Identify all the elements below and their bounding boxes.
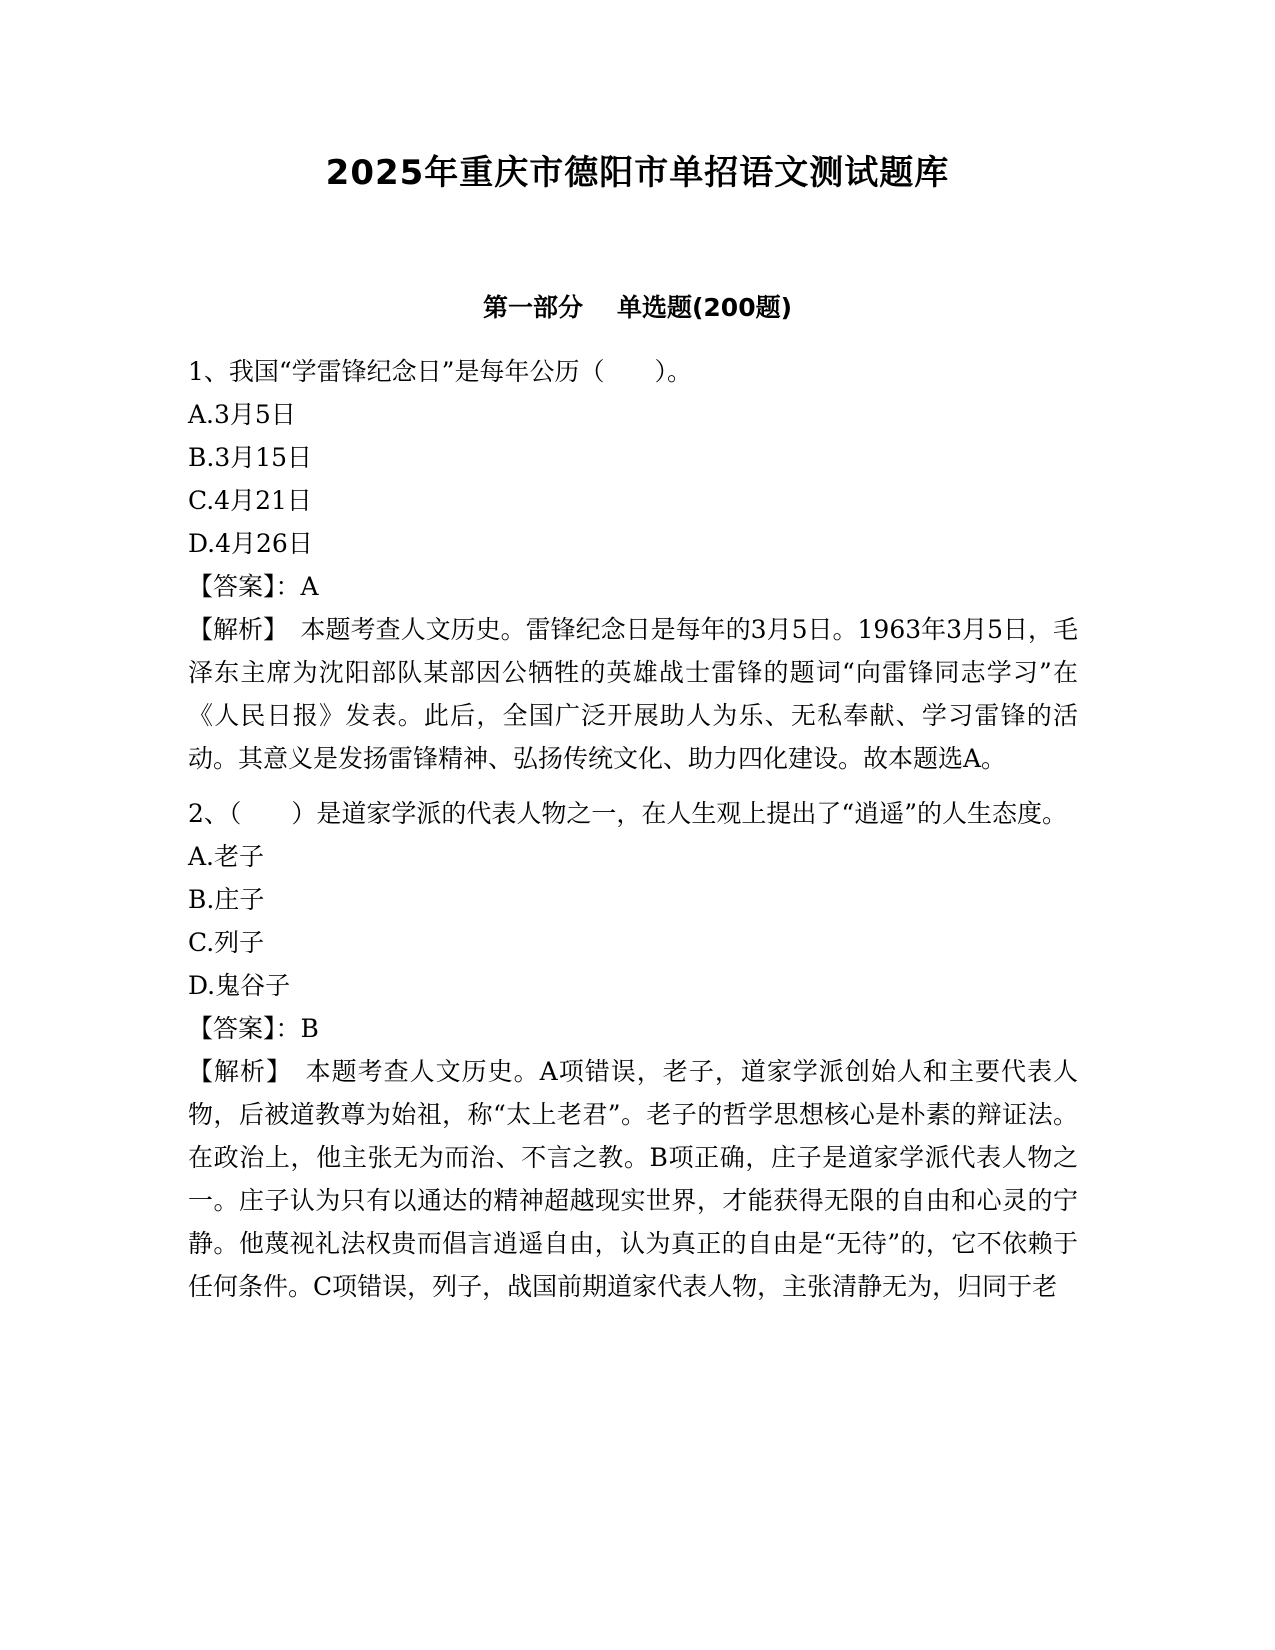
question-item — [188, 350, 1078, 780]
answer-line: 【答案】：A — [188, 572, 319, 601]
option-b: B.庄子 — [188, 885, 265, 914]
question-item — [188, 792, 1078, 1308]
section-part-label: 第一部分 — [482, 293, 583, 322]
section-heading — [0, 290, 1275, 326]
option-a: A.3月5日 — [188, 400, 296, 429]
option-a: A.老子 — [188, 842, 265, 871]
question-separator — [188, 780, 1078, 792]
analysis-text: 【解析】 本题考查人文历史。雷锋纪念日是每年的3月5日。1963年3月5日，毛泽东主席为沈阳部队某部因公牺牲的英雄战士雷锋的题词“向雷锋同志学习”在《人民日报》发表。此后，全国广泛开展助人为乐、无私奉献、学习雷锋的活动。其意义是发扬雷锋精神、弘扬传统文化、助力四化建设。故本题选A。 — [188, 615, 1078, 773]
option-c: C.列子 — [188, 928, 265, 957]
analysis-text: 【解析】 本题考查人文历史。A项错误，老子，道家学派创始人和主要代表人物，后被道教尊为始祖，称“太上老君”。老子的哲学思想核心是朴素的辩证法。在政治上，他主张无为而治、不言之教。B项正确，庄子是道家学派代表人物之一。庄子认为只有以通达的精神超越现实世界，才能获得无限的自由和心灵的宁静。他蔑视礼法权贵而倡言逍遥自由，认为真正的自由是“无待”的，它不依赖于任何条件。C项错误，列子，战国前期道家代表人物，主张清静无为，归同于老 — [188, 1057, 1078, 1301]
question-stem: 2、（ ）是道家学派的代表人物之一，在人生观上提出了“逍遥”的人生态度。 — [188, 799, 1067, 828]
question-list — [188, 350, 1078, 1308]
question-stem: 1、我国“学雷锋纪念日”是每年公历（ ）。 — [188, 357, 692, 386]
option-d: D.4月26日 — [188, 529, 313, 558]
section-name-label: 单选题(200题) — [616, 293, 793, 322]
document-title: 2025年重庆市德阳市单招语文测试题库 — [325, 153, 950, 193]
option-d: D.鬼谷子 — [188, 971, 291, 1000]
answer-line: 【答案】：B — [188, 1014, 319, 1043]
option-c: C.4月21日 — [188, 486, 312, 515]
option-b: B.3月15日 — [188, 443, 313, 472]
